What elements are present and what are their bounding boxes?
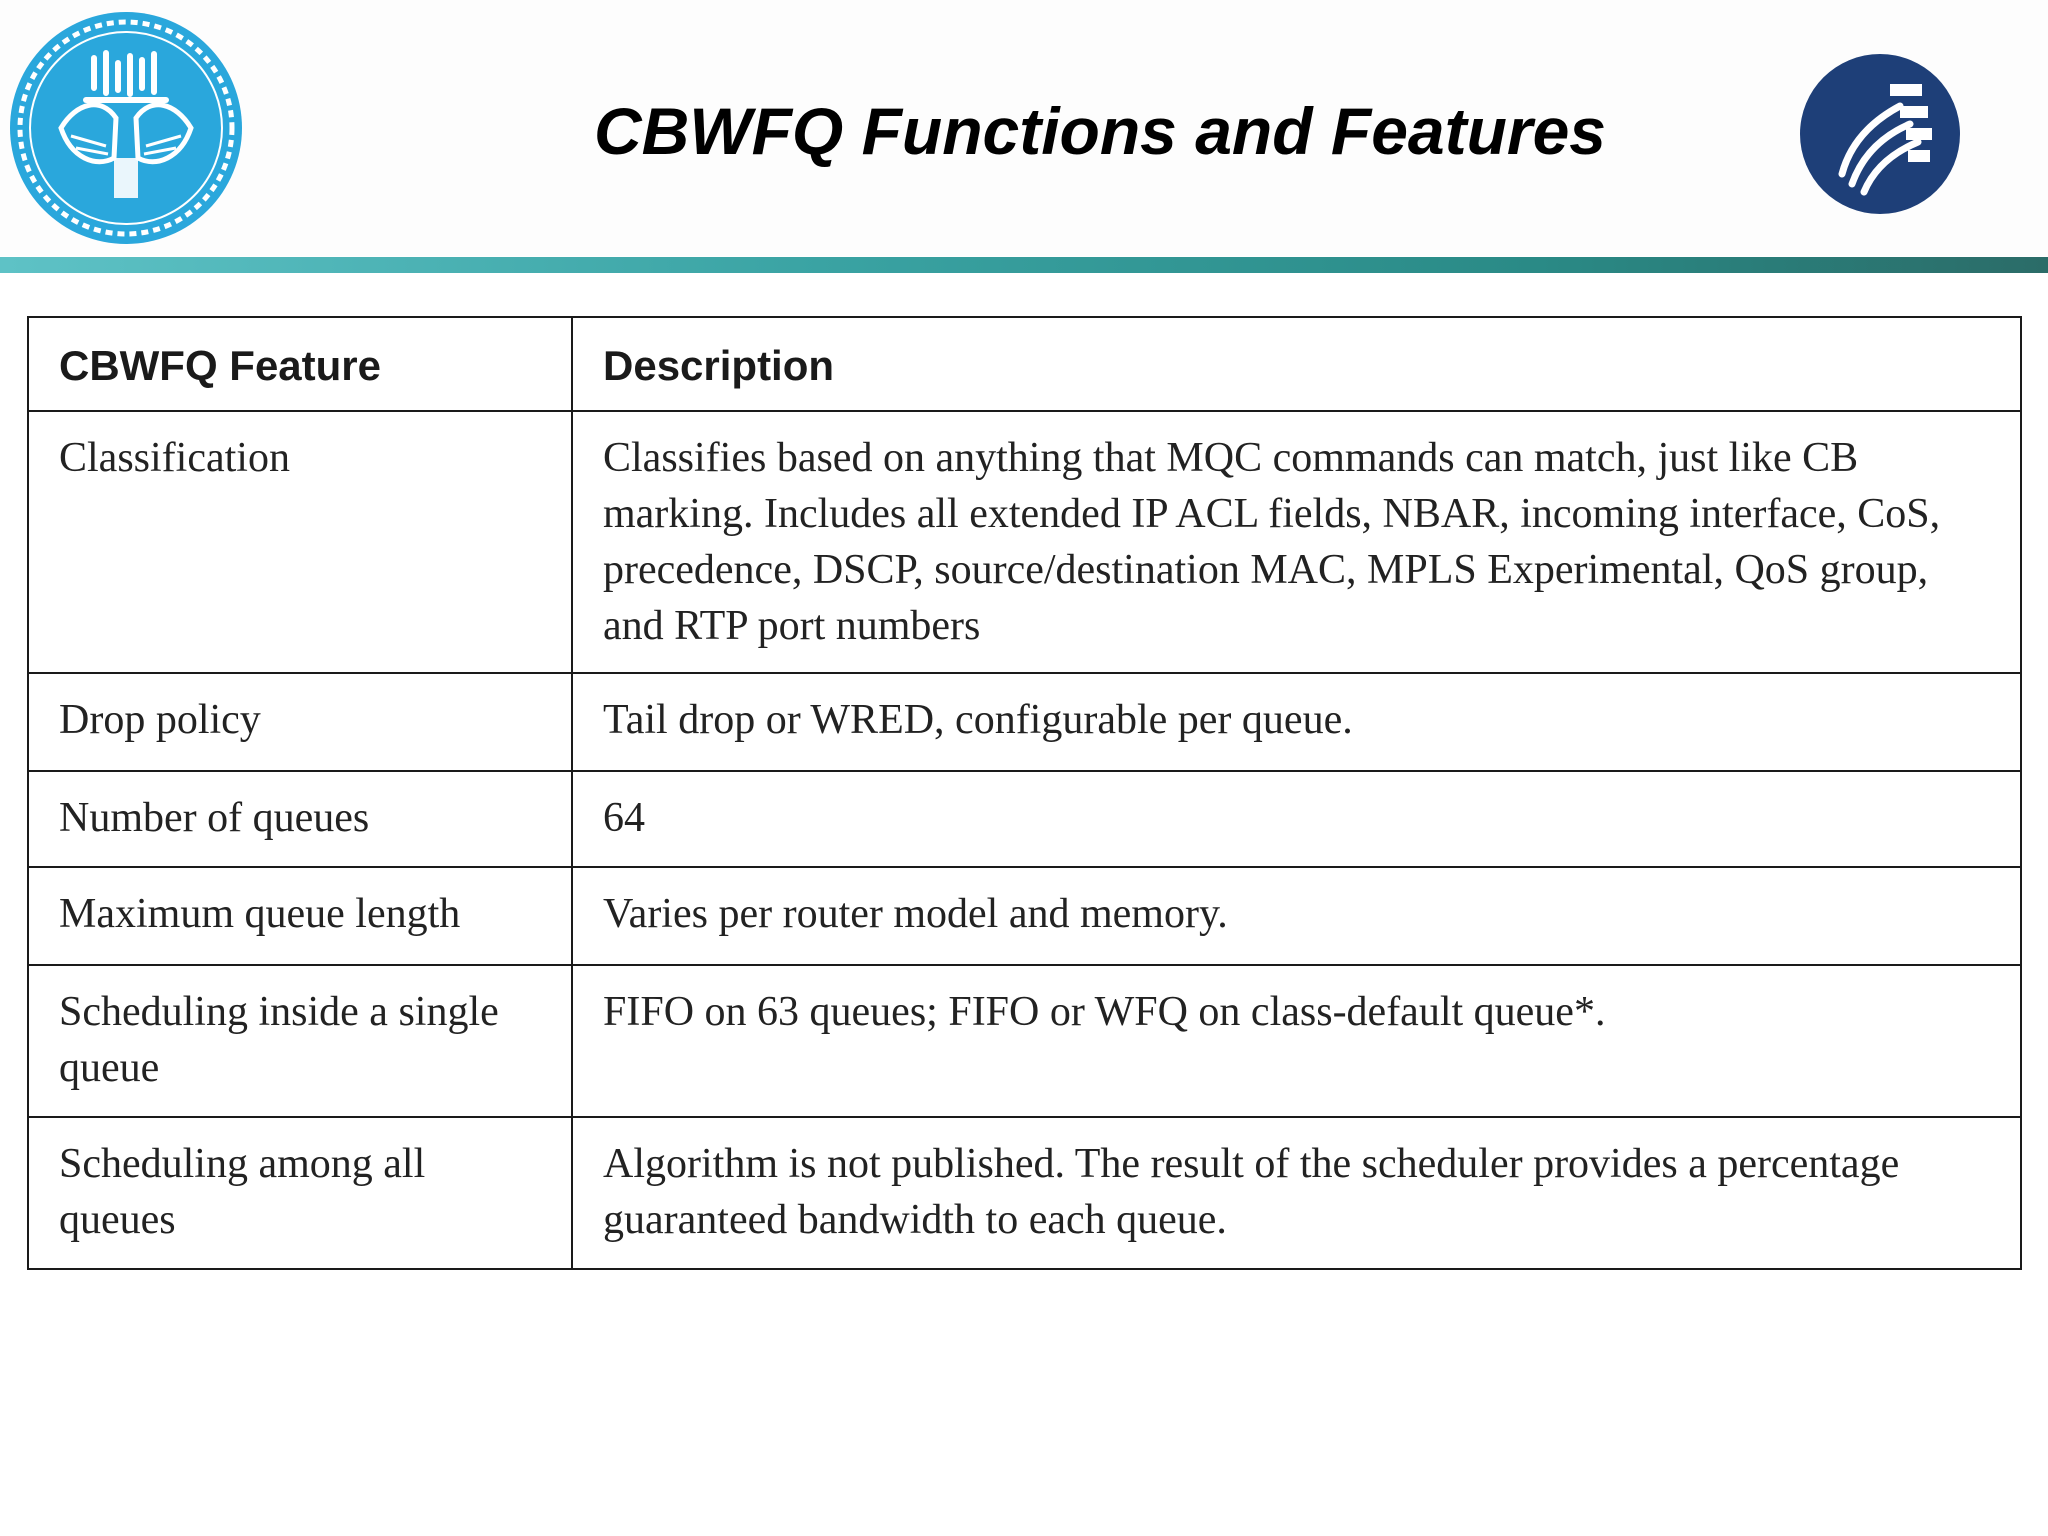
features-table: [27, 316, 2022, 1270]
table-row: [28, 1117, 2021, 1269]
description-cell: Tail drop or WRED, configurable per queue.: [572, 673, 2021, 771]
slide-header: [0, 0, 2048, 256]
table-row: [28, 411, 2021, 673]
table-row: [28, 771, 2021, 867]
feature-cell: Classification: [28, 411, 572, 673]
table-row: [28, 965, 2021, 1117]
description-cell: FIFO on 63 queues; FIFO or WFQ on class-default queue*.: [572, 965, 2021, 1117]
feature-cell: Maximum queue length: [28, 867, 572, 965]
description-cell: Varies per router model and memory.: [572, 867, 2021, 965]
table-row: [28, 867, 2021, 965]
feature-cell: Scheduling among all queues: [28, 1117, 572, 1269]
feature-cell: Drop policy: [28, 673, 572, 771]
feature-cell: Number of queues: [28, 771, 572, 867]
description-cell: 64: [572, 771, 2021, 867]
table-header-row: [28, 317, 2021, 411]
table-row: [28, 673, 2021, 771]
description-cell: Algorithm is not published. The result of the scheduler provides a percentage guaranteed bandwidth to each queue.: [572, 1117, 2021, 1269]
feature-cell: Scheduling inside a single queue: [28, 965, 572, 1117]
features-table-container: [27, 316, 2020, 1270]
slide-title: CBWFQ Functions and Features: [593, 94, 1607, 168]
description-cell: Classifies based on anything that MQC commands can match, just like CB marking. Includes all extended IP ACL fields, NBAR, incoming interface, CoS, precedence, DSCP, source/destination MAC, MPLS Experimental, QoS group, and RTP port numbers: [572, 411, 2021, 673]
column-header-feature: CBWFQ Feature: [28, 317, 572, 411]
institute-logo-icon: [1790, 44, 1970, 224]
university-seal-icon: [6, 8, 246, 248]
header-divider: [0, 257, 2048, 273]
column-header-description: Description: [572, 317, 2021, 411]
